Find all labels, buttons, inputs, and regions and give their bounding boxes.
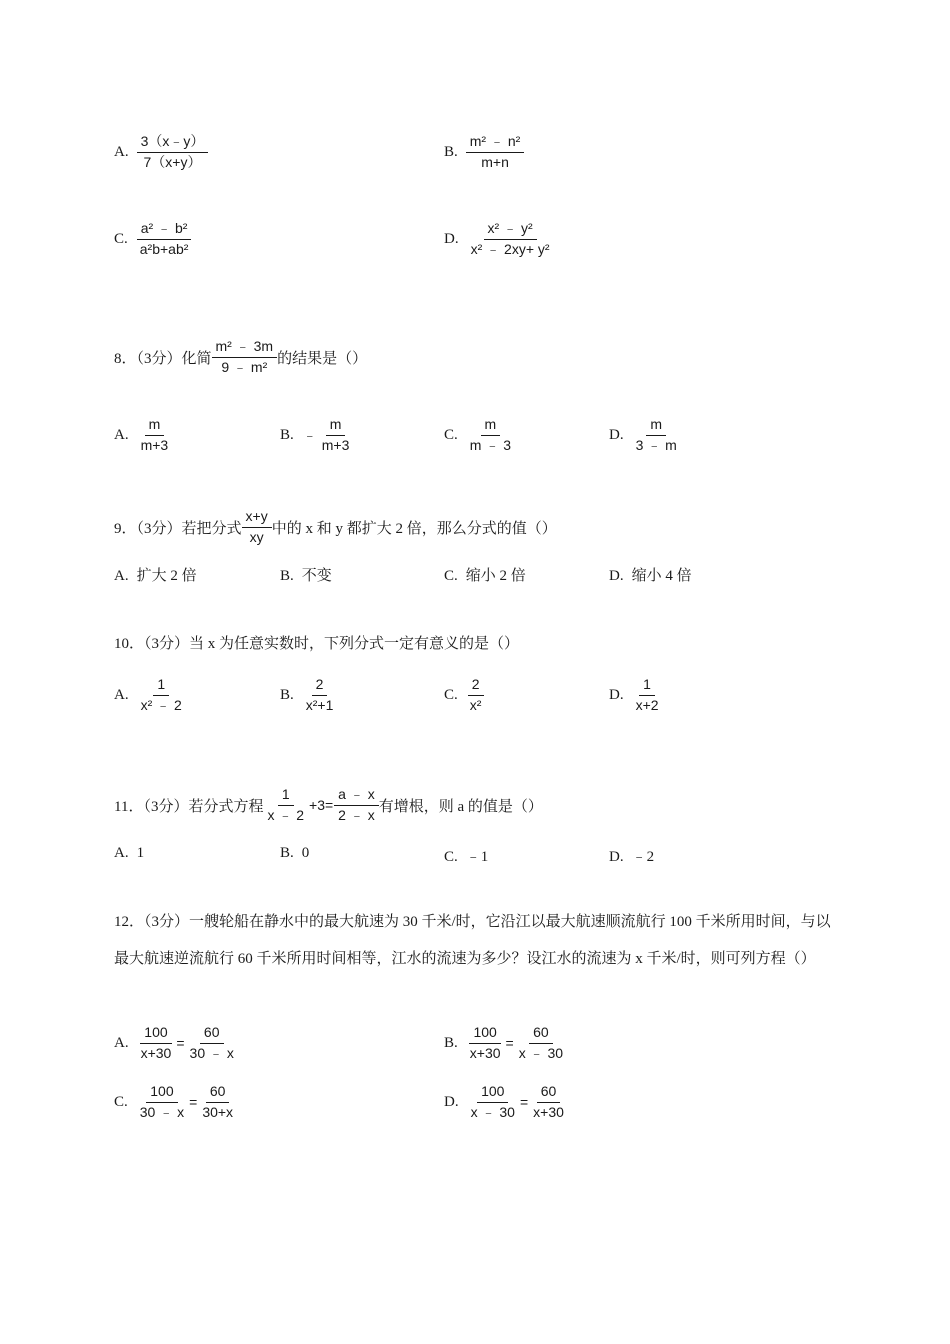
q9-option-b: B. 不变 [280, 568, 332, 584]
fraction: $\frac{60}{30+x}$ [202, 1083, 234, 1120]
q9-stem: 9．（3分）若把分式 $\frac{x+y}{xy}$ 中的 x 和 y 都扩大 2 倍，那么分式的值（） [114, 508, 557, 545]
q8-option-b: B. ﹣ $\frac{m}{m+3}$ [280, 416, 353, 454]
fraction: $\frac{60}{x ﹣ 30}$ [518, 1024, 564, 1061]
fraction: $\frac{\text{x² ﹣ y²}}{\text{x² ﹣ 2xy+ y²}}$ [470, 220, 550, 257]
q7-option-d: D. $\frac{\text{x² ﹣ y²}}{\text{x² ﹣ 2xy+ y²}}$ [444, 220, 554, 258]
fraction: $\frac{60}{30 ﹣ x}$ [189, 1024, 234, 1061]
q12-option-a: A. $\frac{100}{x+30}$ = $\frac{60}{30 ﹣ x}$ [114, 1024, 238, 1062]
q9-option-a: A. 扩大 2 倍 [114, 568, 197, 584]
fraction: $\frac{1}{\text{x² ﹣ 2}}$ [140, 676, 182, 713]
fraction: $\frac{\text{a² ﹣ b²}}{\text{a²b+ab²}}$ [136, 220, 193, 258]
fraction: $\frac{m}{m+3}$ [140, 416, 169, 453]
fraction: $\frac{a ﹣ x}{2 ﹣ x}$ [334, 786, 379, 824]
fraction: $\frac{m}{m ﹣ 3}$ [469, 416, 511, 453]
fraction: $\frac{100}{x+30}$ [140, 1024, 172, 1061]
fraction: $\frac{x+y}{xy}$ [242, 508, 272, 546]
q8-option-c: C. $\frac{m}{m ﹣ 3}$ [444, 416, 515, 454]
q12-stem: 12．（3分）一艘轮船在静水中的最大航速为 30 千米/时，它沿江以最大航速顺流航行 100 千米所用时间，与以最大航速逆流航行 60 千米所用时间相等，江水的流速为多少？设江水的流速为 x 千米/时，则可列方程（） [114, 914, 831, 967]
fraction: $\frac{100}{x+30}$ [469, 1024, 501, 1061]
q12-option-c: C. $\frac{100}{30 ﹣ x}$ = $\frac{60}{30+x}$ [114, 1083, 237, 1121]
fraction: $\frac{2}{\text{x²+1}}$ [305, 676, 334, 713]
fraction: $\frac{1}{x ﹣ 2}$ [267, 786, 305, 823]
fraction: $\frac{60}{x+30}$ [533, 1083, 564, 1120]
fraction: $\frac{1}{x+2}$ [635, 676, 659, 713]
q10-stem: 10．（3分）当 x 为任意实数时，下列分式一定有意义的是（） [114, 636, 520, 652]
fraction: $\frac{\text{m² ﹣ n²}}{m+n}$ [466, 133, 525, 171]
q11-option-d: D. ﹣2 [609, 849, 655, 865]
q10-option-c: C. $\frac{2}{\text{x²}}$ [444, 676, 485, 714]
q8-stem: 8．（3分）化简 $\frac{\text{m² ﹣ 3m}}{\text{9 ﹣ m²}}$ 的结果是（） [114, 338, 368, 375]
q11-option-b: B. 0 [280, 845, 310, 861]
q7-option-a: A. $\frac{3(x﹣y)}{7(x+y)}$ [114, 133, 208, 171]
fraction: $\frac{m}{m+3}$ [321, 416, 350, 453]
q9-option-c: C. 缩小 2 倍 [444, 568, 526, 584]
fraction: $\frac{100}{30 ﹣ x}$ [139, 1083, 185, 1120]
q11-option-c: C. ﹣1 [444, 849, 489, 865]
fraction: $\frac{2}{\text{x²}}$ [466, 676, 486, 714]
fraction: $\frac{\text{m² ﹣ 3m}}{\text{9 ﹣ m²}}$ [212, 338, 278, 376]
fraction: $\frac{100}{x ﹣ 30}$ [470, 1083, 515, 1120]
q8-option-d: D. $\frac{m}{3 ﹣ m}$ [609, 416, 681, 454]
q11-option-a: A. 1 [114, 845, 145, 861]
q9-option-d: D. 缩小 4 倍 [609, 568, 692, 584]
q11-stem: 11．（3分）若分式方程 $\frac{1}{x ﹣ 2}$ +3= $\frac{a ﹣ x}{2 ﹣ x}$ 有增根，则 a 的值是（） [114, 786, 543, 823]
q10-option-b: B. $\frac{2}{\text{x²+1}}$ [280, 676, 337, 714]
q10-option-d: D. $\frac{1}{x+2}$ [609, 676, 663, 714]
fraction: $\frac{m}{3 ﹣ m}$ [635, 416, 677, 453]
fraction: $\frac{3(x﹣y)}{7(x+y)}$ [137, 133, 209, 171]
q10-option-a: A. $\frac{1}{\text{x² ﹣ 2}}$ [114, 676, 186, 714]
q7-option-b: B. $\frac{\text{m² ﹣ n²}}{m+n}$ [444, 133, 524, 171]
q12-option-b: B. $\frac{100}{x+30}$ = $\frac{60}{x ﹣ 30}$ [444, 1024, 567, 1062]
q8-option-a: A. $\frac{m}{m+3}$ [114, 416, 172, 454]
q7-option-c: C. $\frac{\text{a² ﹣ b²}}{\text{a²b+ab²}}$ [114, 220, 192, 258]
q12-option-d: D. $\frac{100}{x ﹣ 30}$ = $\frac{60}{x+30}$ [444, 1083, 568, 1121]
